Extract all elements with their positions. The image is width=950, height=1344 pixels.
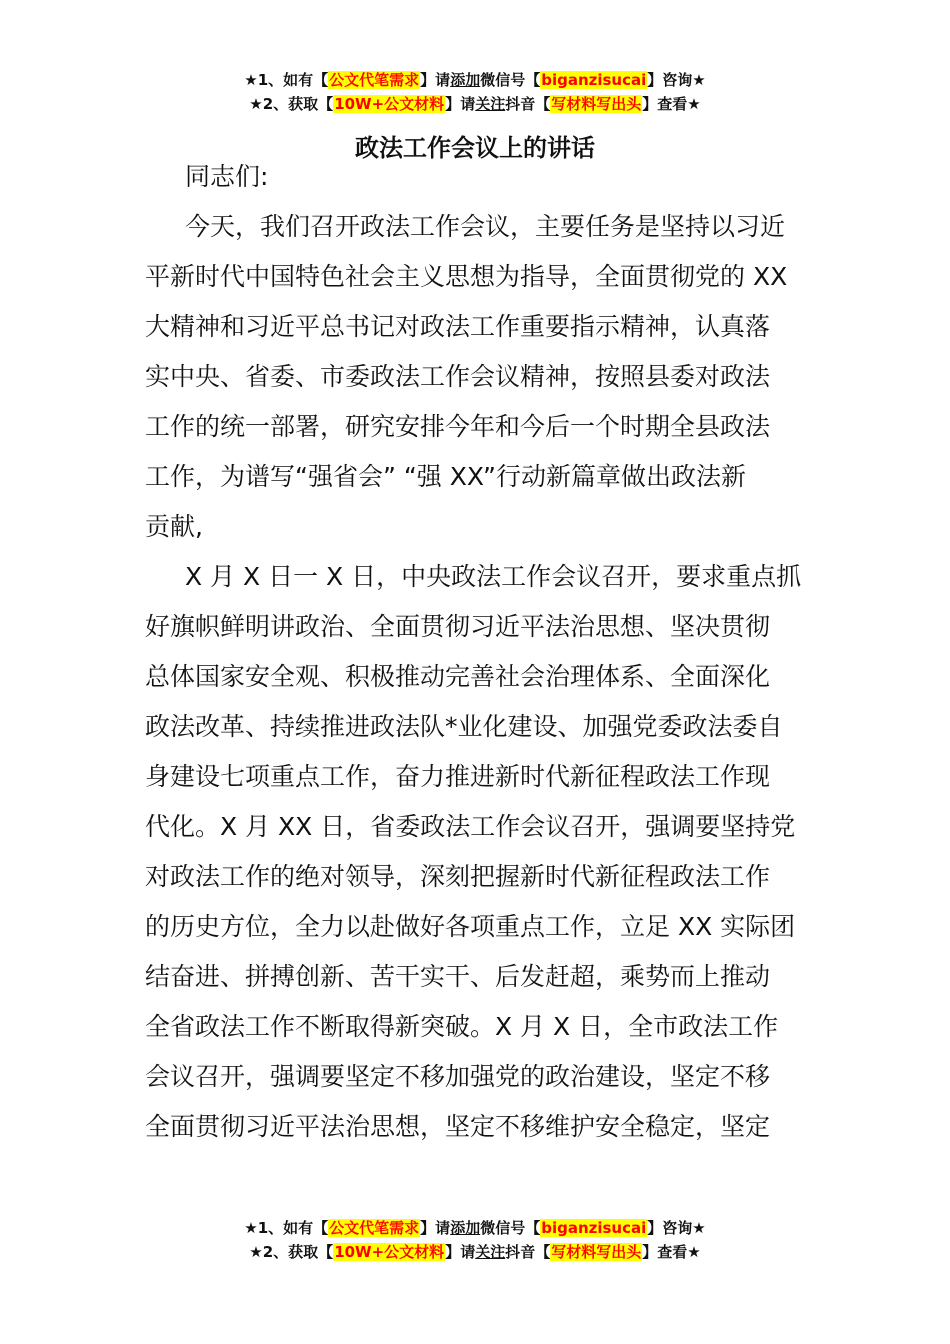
text-line: 对政法工作的绝对领导，深刻把握新时代新征程政法工作	[145, 862, 771, 891]
promo-line-1: ★1、如有【公文代笔需求】请添加微信号【biganzisucai】咨询★	[244, 71, 706, 89]
text-line: 全省政法工作不断取得新突破。X 月 X 日，全市政法工作	[145, 1012, 779, 1041]
text-line: 实中央、省委、市委政法工作会议精神，按照县委对政法	[145, 362, 771, 391]
salutation: 同志们:	[185, 162, 269, 191]
paragraph-2	[145, 552, 807, 1152]
douyin-account-highlight: 写材料写出头	[551, 95, 642, 113]
text-line: 工作的统一部署，研究安排今年和今后一个时期全县政法	[145, 412, 771, 441]
text-line: 总体国家安全观、积极推动完善社会治理体系、全面深化	[145, 662, 771, 691]
text-line: X 月 X 日一 X 日，中央政法工作会议召开，要求重点抓	[185, 562, 802, 591]
promo-line-1: ★1、如有【公文代笔需求】请添加微信号【biganzisucai】咨询★	[244, 1219, 706, 1237]
text-line: 结奋进、拼搏创新、苦干实干、后发赶超，乘势而上推动	[145, 962, 771, 991]
douyin-account-highlight: 写材料写出头	[551, 1243, 642, 1261]
text-line: 政法改革、持续推进政法队*业化建设、加强党委政法委自	[145, 712, 783, 741]
text-line: 平新时代中国特色社会主义思想为指导，全面贯彻党的 XX	[145, 262, 788, 291]
text-line: 的历史方位，全力以赴做好各项重点工作，立足 XX 实际团	[145, 912, 796, 941]
text-line: 贡献,	[145, 512, 203, 541]
paragraph-1	[145, 202, 807, 552]
service-highlight: 公文代笔需求	[329, 1219, 420, 1237]
text-line: 今天，我们召开政法工作会议，主要任务是坚持以习近	[185, 212, 786, 241]
wechat-id-highlight: biganzisucai	[541, 1219, 647, 1237]
document-title: 政法工作会议上的讲话	[355, 134, 595, 162]
promo-line-2: ★2、获取【10W+公文材料】请关注抖音【写材料写出头】查看★	[249, 95, 701, 113]
text-line: 身建设七项重点工作，奋力推进新时代新征程政法工作现	[145, 762, 771, 791]
document-body	[145, 152, 807, 1152]
text-line: 工作，为谱写“强省会” “强 XX”行动新篇章做出政法新	[145, 462, 746, 491]
promo-banner-top	[0, 68, 950, 116]
text-line: 会议召开，强调要坚定不移加强党的政治建设，坚定不移	[145, 1062, 771, 1091]
text-line: 大精神和习近平总书记对政法工作重要指示精神，认真落	[145, 312, 771, 341]
text-line: 全面贯彻习近平法治思想，坚定不移维护安全稳定，坚定	[145, 1112, 771, 1141]
service-highlight: 公文代笔需求	[329, 71, 420, 89]
materials-highlight: 10W+公文材料	[334, 95, 445, 113]
promo-line-2: ★2、获取【10W+公文材料】请关注抖音【写材料写出头】查看★	[249, 1243, 701, 1261]
text-line: 代化。X 月 XX 日，省委政法工作会议召开，强调要坚持党	[145, 812, 796, 841]
text-line: 好旗帜鲜明讲政治、全面贯彻习近平法治思想、坚决贯彻	[145, 612, 771, 641]
promo-banner-bottom	[0, 1216, 950, 1264]
wechat-id-highlight: biganzisucai	[541, 71, 647, 89]
materials-highlight: 10W+公文材料	[334, 1243, 445, 1261]
